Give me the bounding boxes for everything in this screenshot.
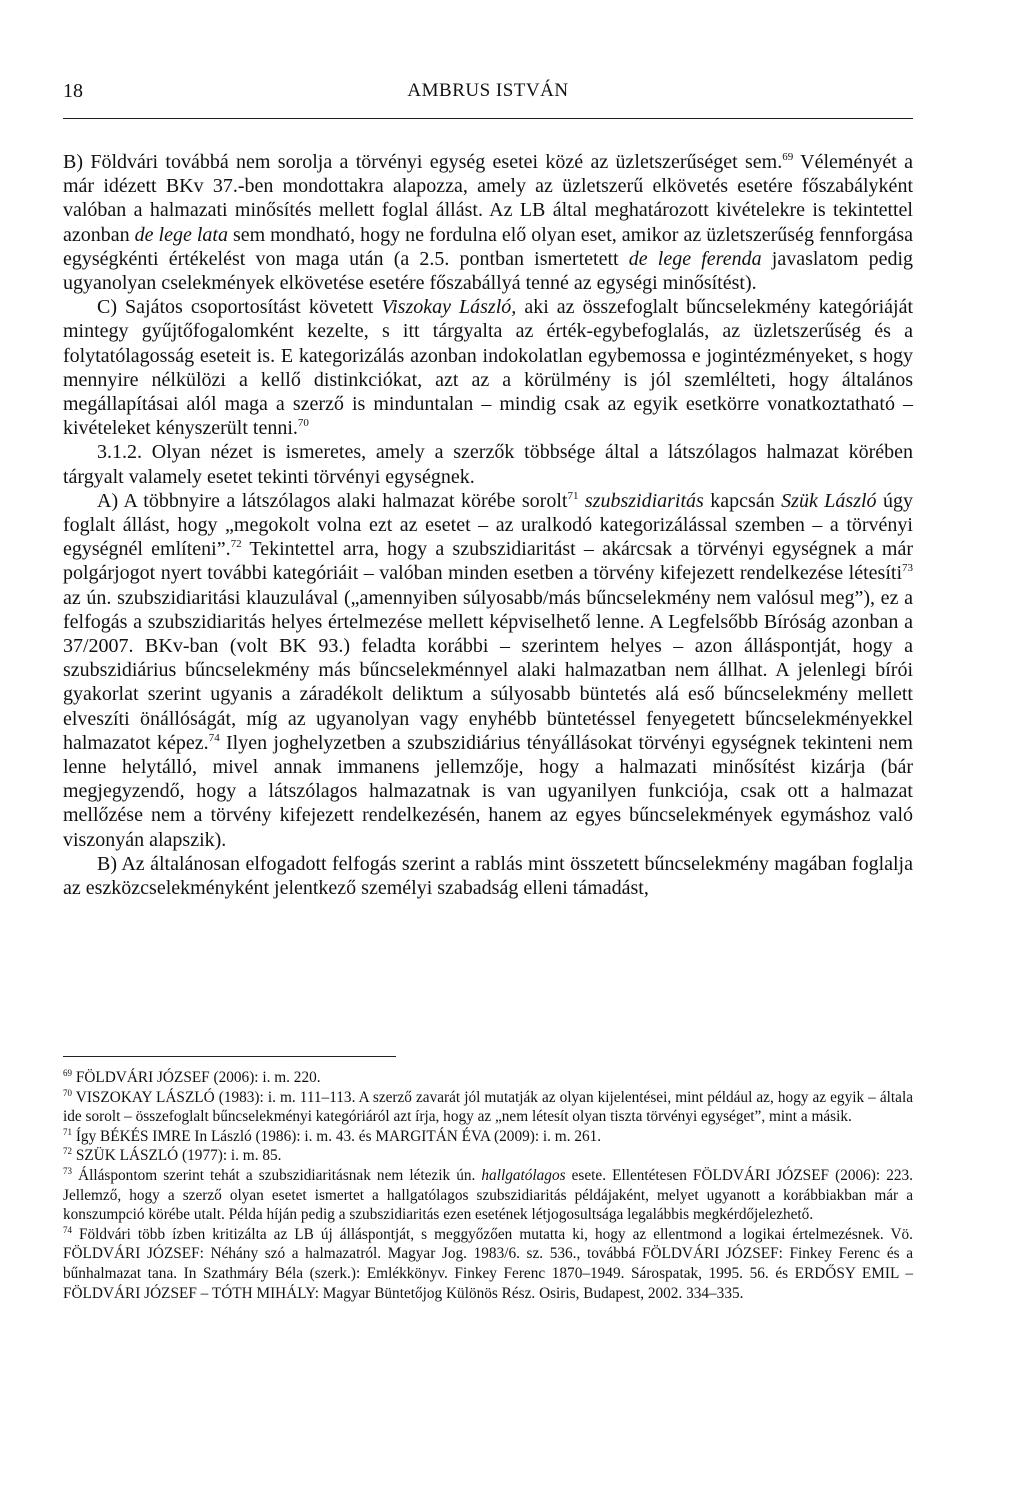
footnote-ref-73: 73 <box>902 562 913 575</box>
footnote-number: 73 <box>63 1165 72 1176</box>
header-rule <box>63 118 913 119</box>
footnote-text: Így BÉKÉS IMRE In László (1986): i. m. 43. és MARGITÁN ÉVA (2009): i. m. 261. <box>72 1127 602 1145</box>
text-run: 3.1.2. Olyan nézet is ismeretes, amely a szerzők többsége által a látszólagos halmazat körében tárgyalt valamely esetet tekinti törvényi egységnek. <box>63 441 913 488</box>
footnote-ref-69: 69 <box>782 151 794 163</box>
running-head: AMBRUS ISTVÁN <box>407 80 569 101</box>
footnote-number: 74 <box>63 1224 72 1235</box>
text-run: Véleményét a már idézett BKv 37.-ben mondottakra alapozza, amely az üzletszerű elkövetés esetére főszabályként valóban a halmazati minősítés mellett foglal állást. Az LB által meghatározott kivételekre is tekintettel azonban <box>63 151 913 246</box>
text-run: Ilyen joghelyzetben a szubszidiárius tényállásokat törvényi egységnek tekinteni nem lenne helytálló, mivel annak immanens jellemzője, hogy a halmazati minősítést kizárja (bár megjegyzendő, hogy a látszólagos halmazatnak is van ugyanilyen funkciója, csak ott a halmazat mellőzése nem a törvény kifejezett rendelkezésén, hanem az egyes bűncselekmények egymáshoz való viszonyán alapszik). <box>63 731 913 851</box>
paragraph-b-foldvari <box>63 150 913 295</box>
footnote-72 <box>63 1146 913 1166</box>
text-run: javaslatom pedig ugyanolyan cselekmények elkövetése esetére főszabállyá tenné az egységi minősítést). <box>63 247 914 295</box>
footnote-text: Földvári több ízben kritizálta az LB új álláspontját, s meggyőzően mutatta ki, hogy az ellentmond a logikai értelmezésnek. Vö. FÖLDVÁRI JÓZSEF: Néhány szó a halmazatról. Magyar Jog. 1983/6. sz. 536., továbbá FÖLDVÁRI JÓZSEF: Finkey Ferenc és a bűnhalmazat tana. In Szathmáry Béla (szerk.): Emlékkönyv. Finkey Ferenc 1870–1949. Sárospatak, 1995. 56. és ERDŐSY EMIL – FÖLDVÁRI JÓZSEF – TÓTH MIHÁLY: Magyar Büntetőjog Különös Rész. Osiris, Budapest, 2002. 334–335. <box>63 1225 913 1302</box>
footnote-text: VISZOKAY LÁSZLÓ (1983): i. m. 111–113. A szerző zavarát jól mutatják az olyan kijelentései, mint például az, hogy az egyik – általa ide sorolt – összefoglalt bűncselekményi kategóriáról azt írja, hogy az „nem létesít olyan tiszta törvényi egységet”, mint a másik. <box>63 1088 913 1126</box>
footnote-rule <box>63 1056 396 1057</box>
footnotes <box>63 1068 913 1303</box>
footnote-term: hallgatólagos <box>481 1166 566 1184</box>
paragraph-c-viszokay <box>63 295 913 440</box>
footnote-number: 70 <box>63 1087 72 1098</box>
text-run: az ún. szubszidiaritási klauzulával („amennyiben súlyosabb/más bűncselekmény nem valósul meg”), ez a felfogás a szubszidiaritás helyes értelmezése mellett képviselhető lenne. A Legfelsőbb Bíróság azonban a 37/2007. BKv-ban (volt BK 93.) feladta korábbi – szerintem helyes – azon álláspontját, hogy a szubszidiárius bűncselekmény más bűncselekménnyel alaki halmazatban nem állhat. A jelenlegi bírói gyakorlat szerint ugyanis a záradékolt deliktum a súlyosabb büntetés alá eső bűncselekmény mellett elveszíti önállóságát, míg az ugyanolyan vagy enyhébb büntetéssel fenyegetett bűncselekményekkel halmazatot képez. <box>63 586 913 754</box>
footnote-ref-71: 71 <box>567 489 579 502</box>
text-run: aki az összefoglalt bűncselekmény kategóriáját mintegy gyűjtőfogalomként kezelte, s itt tárgyalta az érték-egybefoglalás, az üzletszerűség és a folytatólagosság eseteit is. E kategorizálás azonban indokolatlan egybemossa e jogintézményeket, s hogy mennyire nélkülözi a kellő distinkciókat, azt az a körülmény is jól szemlélteti, hogy általános megállapításai alól maga a szerző is minduntalan – mindig csak az egyik esetkörre vonatkoztatható – kivételeket kényszerült tenni. <box>63 296 914 440</box>
text-run: kapcsán <box>703 489 782 512</box>
footnote-text: SZÜK LÁSZLÓ (1977): i. m. 85. <box>72 1147 282 1165</box>
text-run: úgy foglalt állást, hogy „megokolt volna ezt az esetet – az uralkodó kategorizálással szemben – a törvényi egységnél említeni”. <box>63 489 914 561</box>
footnote-ref-70: 70 <box>297 417 309 430</box>
footnote-ref-72: 72 <box>230 538 242 551</box>
author-name: Szük László <box>781 489 877 512</box>
text-run: B) Az általánosan elfogadott felfogás szerint a rablás mint összetett bűncselekmény magában foglalja az eszközcselekményként jelentkező személyi szabadság elleni támadást, <box>63 852 913 900</box>
term: szubszidiaritás <box>578 489 704 512</box>
footnote-number: 69 <box>63 1068 72 1078</box>
footnote-73 <box>63 1166 913 1225</box>
text-run: B) Földvári továbbá nem sorolja a törvényi egység esetei közé az üzletszerűséget sem. <box>63 151 783 173</box>
footnote-number: 71 <box>63 1126 72 1137</box>
text-run: Tekintettel arra, hogy a szubszidiaritást – akárcsak a törvényi egységnek a már polgárjogot nyert további kategóriáit – valóban minden esetben a törvény kifejezett rendelkezése létesíti <box>63 538 913 585</box>
text-run: sem mondható, hogy ne fordulna elő olyan eset, amikor az üzletszerűség fennforgása egységkénti értékelést von maga után (a 2.5. pontban ismertetett <box>63 223 913 270</box>
footnote-text: esete. Ellentétesen FÖLDVÁRI JÓZSEF (2006): 223. Jellemző, hogy a szerző olyan esetet ismertet a hallgatólagos szubszidiaritás példájaként, melyet ugyanott a korábbiakban már a konszumpció körébe utalt. Példa híján pedig a szubszidiaritás ezen esetének létjogosultsága legalábbis megkérdőjelezhető. <box>63 1166 914 1224</box>
page-header <box>63 80 913 116</box>
text-run: C) Sajátos csoportosítást követett <box>97 296 382 319</box>
footnote-text: FÖLDVÁRI JÓZSEF (2006): i. m. 220. <box>72 1069 321 1086</box>
author-name: Viszokay László, <box>381 296 517 319</box>
page-number: 18 <box>63 80 83 102</box>
footnote-70 <box>63 1088 913 1127</box>
footnote-69 <box>63 1068 913 1088</box>
footnote-ref-74: 74 <box>208 731 220 744</box>
latin-term: de lege ferenda <box>628 247 762 270</box>
footnote-71 <box>63 1127 913 1147</box>
main-text <box>63 150 913 900</box>
footnote-74 <box>63 1225 913 1303</box>
text-run: A) A többnyire a látszólagos alaki halmazat körébe sorolt <box>97 489 568 512</box>
paragraph-b-rablas <box>63 852 913 900</box>
footnote-number: 72 <box>63 1146 72 1157</box>
section-3-1-2 <box>63 440 913 488</box>
paragraph-a-szubszidiaritas <box>63 489 913 852</box>
footnote-text: Álláspontom szerint tehát a szubszidiaritásnak nem létezik ún. <box>72 1166 482 1184</box>
latin-term: de lege lata <box>134 223 228 246</box>
